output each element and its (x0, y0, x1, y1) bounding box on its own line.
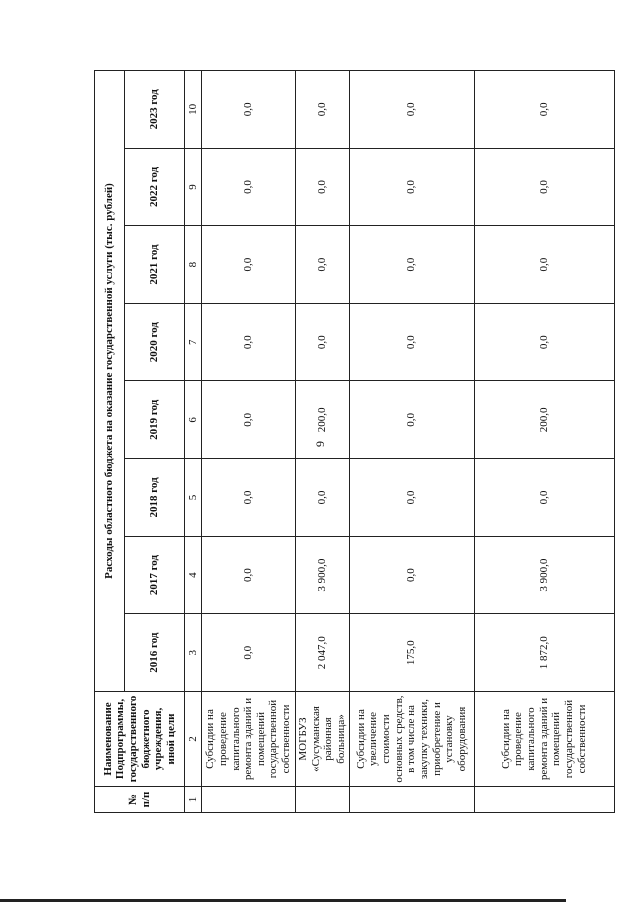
value-cell: 200,0 (295, 381, 349, 459)
value-cell: 0,0 (201, 70, 295, 148)
value-cell: 0,0 (349, 225, 474, 303)
value-cell: 0,0 (349, 70, 474, 148)
index-cell: 10 (184, 70, 201, 148)
value-cell: 200,0 (474, 381, 614, 459)
index-row (184, 70, 201, 812)
value-cell: 2 047,0 (295, 613, 349, 691)
page-number: 9 (312, 441, 327, 447)
value-cell: 3 900,0 (295, 536, 349, 614)
rotated-table-container (94, 70, 588, 813)
row-num (295, 786, 349, 812)
value-cell: 1 872,0 (474, 613, 614, 691)
value-cell: 175,0 (349, 613, 474, 691)
row-name: Субсидии на проведение капитального ремонта зданий и помещений государственной собственности (201, 691, 295, 786)
value-cell: 0,0 (201, 458, 295, 536)
value-cell: 0,0 (349, 458, 474, 536)
value-cell: 0,0 (349, 148, 474, 226)
table-row (201, 70, 295, 812)
value-cell: 0,0 (201, 148, 295, 226)
header-num: № п/п (94, 786, 184, 812)
value-cell: 0,0 (474, 148, 614, 226)
row-name: МОГБУЗ «Сусуманская районная больница» (295, 691, 349, 786)
header-year: 2021 год (124, 225, 184, 303)
value-cell: 0,0 (201, 536, 295, 614)
row-name: Субсидии на увеличение стоимости основных средств, в том числе на закупку техники, приобретение и установку оборудования (349, 691, 474, 786)
index-cell: 9 (184, 148, 201, 226)
row-num (201, 786, 295, 812)
value-cell: 0,0 (295, 303, 349, 381)
budget-table (94, 70, 615, 813)
index-cell: 3 (184, 613, 201, 691)
header-year: 2016 год (124, 613, 184, 691)
value-cell: 3 900,0 (474, 536, 614, 614)
value-cell: 0,0 (295, 458, 349, 536)
value-cell: 0,0 (295, 225, 349, 303)
table-row (295, 70, 349, 812)
row-num (474, 786, 614, 812)
value-cell: 0,0 (349, 536, 474, 614)
value-cell: 0,0 (201, 613, 295, 691)
index-cell: 4 (184, 536, 201, 614)
value-cell: 0,0 (349, 381, 474, 459)
header-group: Расходы областного бюджета на оказание государственной услуги (тыс. рублей) (94, 70, 124, 691)
row-name: Субсидии на проведение капитального ремонта зданий и помещений государственной собственности (474, 691, 614, 786)
value-cell: 0,0 (474, 458, 614, 536)
value-cell: 0,0 (474, 225, 614, 303)
index-cell: 7 (184, 303, 201, 381)
bottom-rule (0, 899, 566, 902)
value-cell: 0,0 (201, 303, 295, 381)
value-cell: 0,0 (201, 381, 295, 459)
header-name: Наименование Подпрограммы, государственного бюджетного учреждения, иной цели (94, 691, 184, 786)
table-row (474, 70, 614, 812)
value-cell: 0,0 (295, 70, 349, 148)
value-cell: 0,0 (295, 148, 349, 226)
header-year: 2022 год (124, 148, 184, 226)
value-cell: 0,0 (474, 70, 614, 148)
value-cell: 0,0 (349, 303, 474, 381)
header-year: 2017 год (124, 536, 184, 614)
row-num (349, 786, 474, 812)
header-year: 2019 год (124, 381, 184, 459)
index-cell: 1 (184, 786, 201, 812)
value-cell: 0,0 (474, 303, 614, 381)
index-cell: 6 (184, 381, 201, 459)
header-year: 2018 год (124, 458, 184, 536)
table-row (349, 70, 474, 812)
index-cell: 2 (184, 691, 201, 786)
value-cell: 0,0 (201, 225, 295, 303)
header-year: 2020 год (124, 303, 184, 381)
index-cell: 8 (184, 225, 201, 303)
index-cell: 5 (184, 458, 201, 536)
header-year: 2023 год (124, 70, 184, 148)
